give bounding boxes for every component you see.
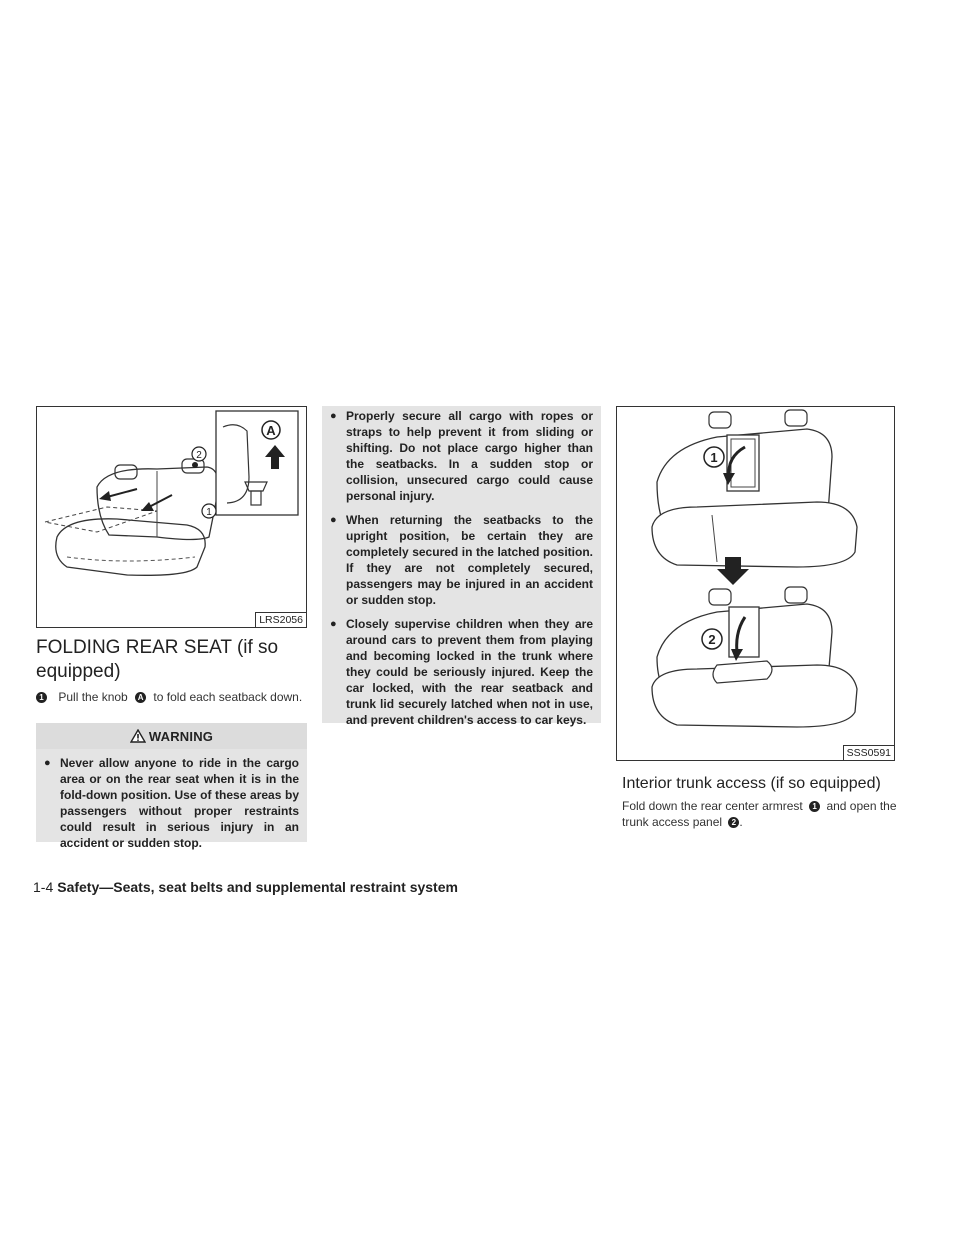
label-armrest-1: 1 — [710, 450, 718, 465]
warning-heading — [36, 723, 307, 749]
warning-box-mid — [322, 406, 601, 727]
step-number-1: 1 — [36, 692, 47, 703]
warning-list-left — [36, 749, 307, 857]
bullet-icon: ● — [44, 757, 51, 769]
label-callout-1: 1 — [206, 507, 212, 518]
warning-item: ● Properly secure all cargo with ropes or straps to help prevent it from sliding or shifting. Do not place cargo higher than the seatbacks. In a sudden stop or collision, unsecured cargo could cause personal injury. — [330, 409, 593, 503]
bullet-icon: ● — [330, 514, 337, 526]
label-panel-2: 2 — [708, 632, 716, 647]
trunk-title: Interior trunk access (if so equipped) — [622, 775, 881, 792]
warning-list-mid — [322, 406, 601, 734]
warning-triangle-icon — [130, 729, 146, 743]
trunk-text-a: Fold down the rear center armrest — [622, 799, 803, 813]
trunk-text-c: . — [739, 815, 743, 829]
folding-seat-illustration — [37, 407, 305, 626]
figure-code: LRS2056 — [255, 612, 306, 627]
warning-item: ● Never allow anyone to ride in the cargo area or on the rear seat when it is in the fold-down position. Use of these areas by passengers without proper restraints could result in serious injury in an accident or sudden stop. — [44, 756, 299, 850]
trunk-text-b: and open the trunk access panel — [622, 799, 897, 829]
figure-code: SSS0591 — [843, 745, 894, 760]
warning-item: ● When returning the seatbacks to the upright position, be certain they are completely secured in the latched position. If they are not completely secured, passengers may be injured in an accident or sudden stop. — [330, 513, 593, 607]
bullet-icon: ● — [330, 618, 337, 630]
label-callout-2: 2 — [196, 450, 202, 461]
step-text-a: Pull the knob — [58, 690, 128, 704]
armrest-marker: 1 — [809, 801, 820, 812]
footer-section: Safety—Seats, seat belts and supplemental restraint system — [57, 879, 458, 895]
trunk-body — [622, 798, 897, 830]
figure-trunk-access — [616, 406, 895, 761]
page-footer — [33, 879, 458, 895]
step-1 — [36, 689, 306, 705]
warning-item: ● Closely supervise children when they are around cars to prevent them from playing and becoming locked in the trunk where they could be seriously injured. Keep the car locked, with the rear seatback and trunk lid securely latched when not in use, and prevent children's access to car keys. — [330, 617, 593, 727]
label-knob-a: A — [266, 423, 276, 438]
step-text-b: to fold each seatback down. — [153, 690, 303, 704]
panel-marker: 2 — [728, 817, 739, 828]
knob-a-marker: A — [135, 692, 146, 703]
trunk-access-illustration — [617, 407, 893, 759]
warning-heading-text: WARNING — [148, 728, 214, 744]
page-number: 1-4 — [33, 879, 54, 895]
warning-box-left — [36, 723, 307, 850]
bullet-icon: ● — [330, 410, 337, 422]
figure-folding-seat — [36, 406, 307, 628]
section-title: FOLDING REAR SEAT (if so equipped) — [36, 637, 279, 682]
